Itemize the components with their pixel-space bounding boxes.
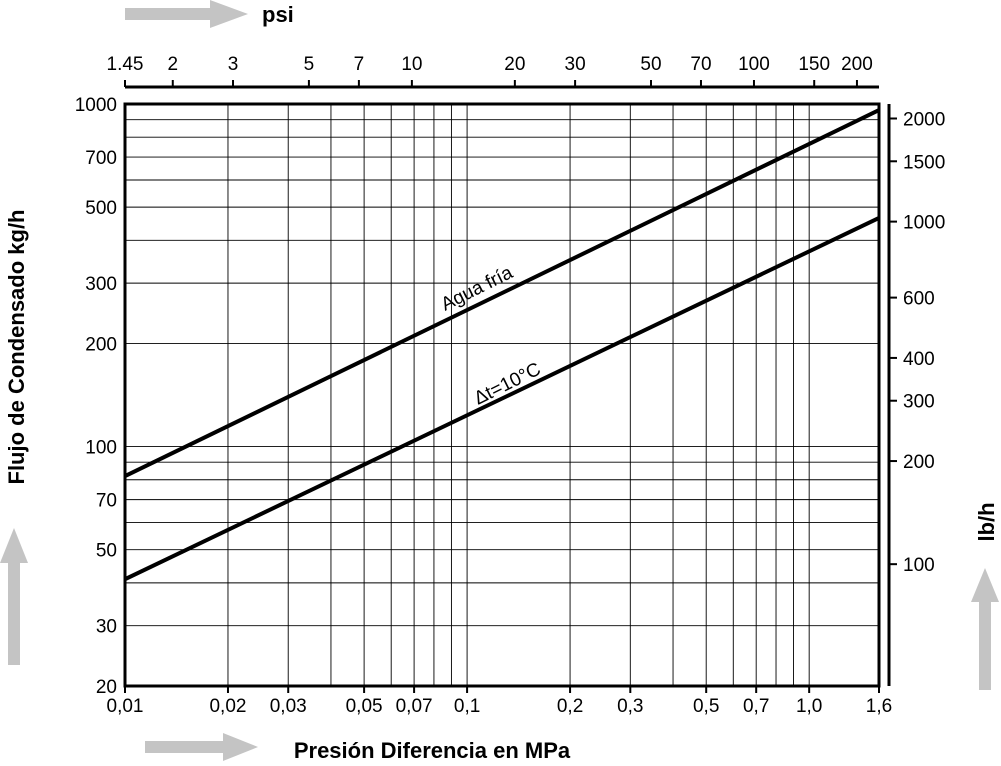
x-tick-label: 0,05 bbox=[345, 696, 383, 717]
right-tick-label: 1500 bbox=[903, 152, 946, 174]
y-tick-label: 300 bbox=[85, 274, 117, 296]
y-tick-label: 500 bbox=[85, 198, 117, 220]
x-tick-label: 0,5 bbox=[692, 696, 720, 717]
top-tick-label: 10 bbox=[401, 54, 423, 75]
y-axis-title: Flujo de Condensado kg/h bbox=[4, 209, 29, 485]
right-axis-arrow bbox=[971, 568, 999, 690]
x-tick-label: 0,03 bbox=[269, 696, 307, 717]
x-tick-label: 0,02 bbox=[209, 696, 247, 717]
series-label-agua-fria: Agua fría bbox=[437, 262, 517, 316]
y-tick-label: 1000 bbox=[74, 95, 117, 116]
top-tick-label: 3 bbox=[227, 54, 239, 75]
series-label-delta-t: Δt=10°C bbox=[470, 358, 545, 410]
y-tick-label: 70 bbox=[95, 490, 117, 512]
top-tick-label: 30 bbox=[564, 54, 586, 75]
top-tick-label: 7 bbox=[353, 54, 365, 75]
top-tick-label: 2 bbox=[167, 54, 179, 75]
y-tick-label: 50 bbox=[95, 540, 117, 562]
x-tick-label: 0,7 bbox=[742, 696, 770, 717]
top-tick-label: 20 bbox=[504, 54, 526, 75]
x-tick-label: 0,01 bbox=[106, 696, 144, 717]
top-axis-arrow bbox=[125, 0, 248, 28]
series-line-0 bbox=[125, 110, 879, 476]
right-tick-label: 600 bbox=[903, 288, 935, 310]
x-tick-label: 0,2 bbox=[556, 696, 584, 717]
y-tick-label: 200 bbox=[85, 334, 117, 356]
top-tick-label: 70 bbox=[690, 54, 712, 75]
x-tick-label: 1,0 bbox=[795, 696, 823, 717]
top-axis-title: psi bbox=[262, 2, 294, 27]
bottom-axis-arrow bbox=[145, 733, 258, 761]
top-tick-label: 50 bbox=[640, 54, 662, 75]
top-tick-label: 5 bbox=[303, 54, 315, 75]
y-tick-label: 20 bbox=[95, 677, 117, 698]
right-tick-label: 400 bbox=[903, 348, 935, 370]
top-tick-label: 150 bbox=[798, 54, 831, 75]
right-tick-label: 300 bbox=[903, 391, 935, 413]
top-tick-label: 200 bbox=[841, 54, 873, 75]
x-tick-label: 0,07 bbox=[395, 696, 433, 717]
y-tick-label: 100 bbox=[85, 437, 117, 459]
y-tick-label: 30 bbox=[95, 616, 117, 638]
x-axis-title: Presión Diferencia en MPa bbox=[293, 738, 571, 763]
right-tick-label: 2000 bbox=[903, 109, 946, 131]
left-axis-arrow bbox=[0, 528, 28, 665]
x-tick-label: 0,1 bbox=[453, 696, 481, 717]
right-tick-label: 100 bbox=[903, 555, 935, 577]
y-tick-label: 700 bbox=[85, 148, 117, 170]
right-tick-label: 1000 bbox=[903, 212, 946, 234]
x-tick-label: 0,3 bbox=[617, 696, 644, 717]
x-tick-label: 1,6 bbox=[865, 696, 893, 717]
top-tick-label: 1.45 bbox=[106, 54, 144, 75]
top-tick-label: 100 bbox=[738, 54, 770, 75]
right-tick-label: 200 bbox=[903, 452, 935, 474]
right-axis-title: lb/h bbox=[974, 502, 999, 542]
